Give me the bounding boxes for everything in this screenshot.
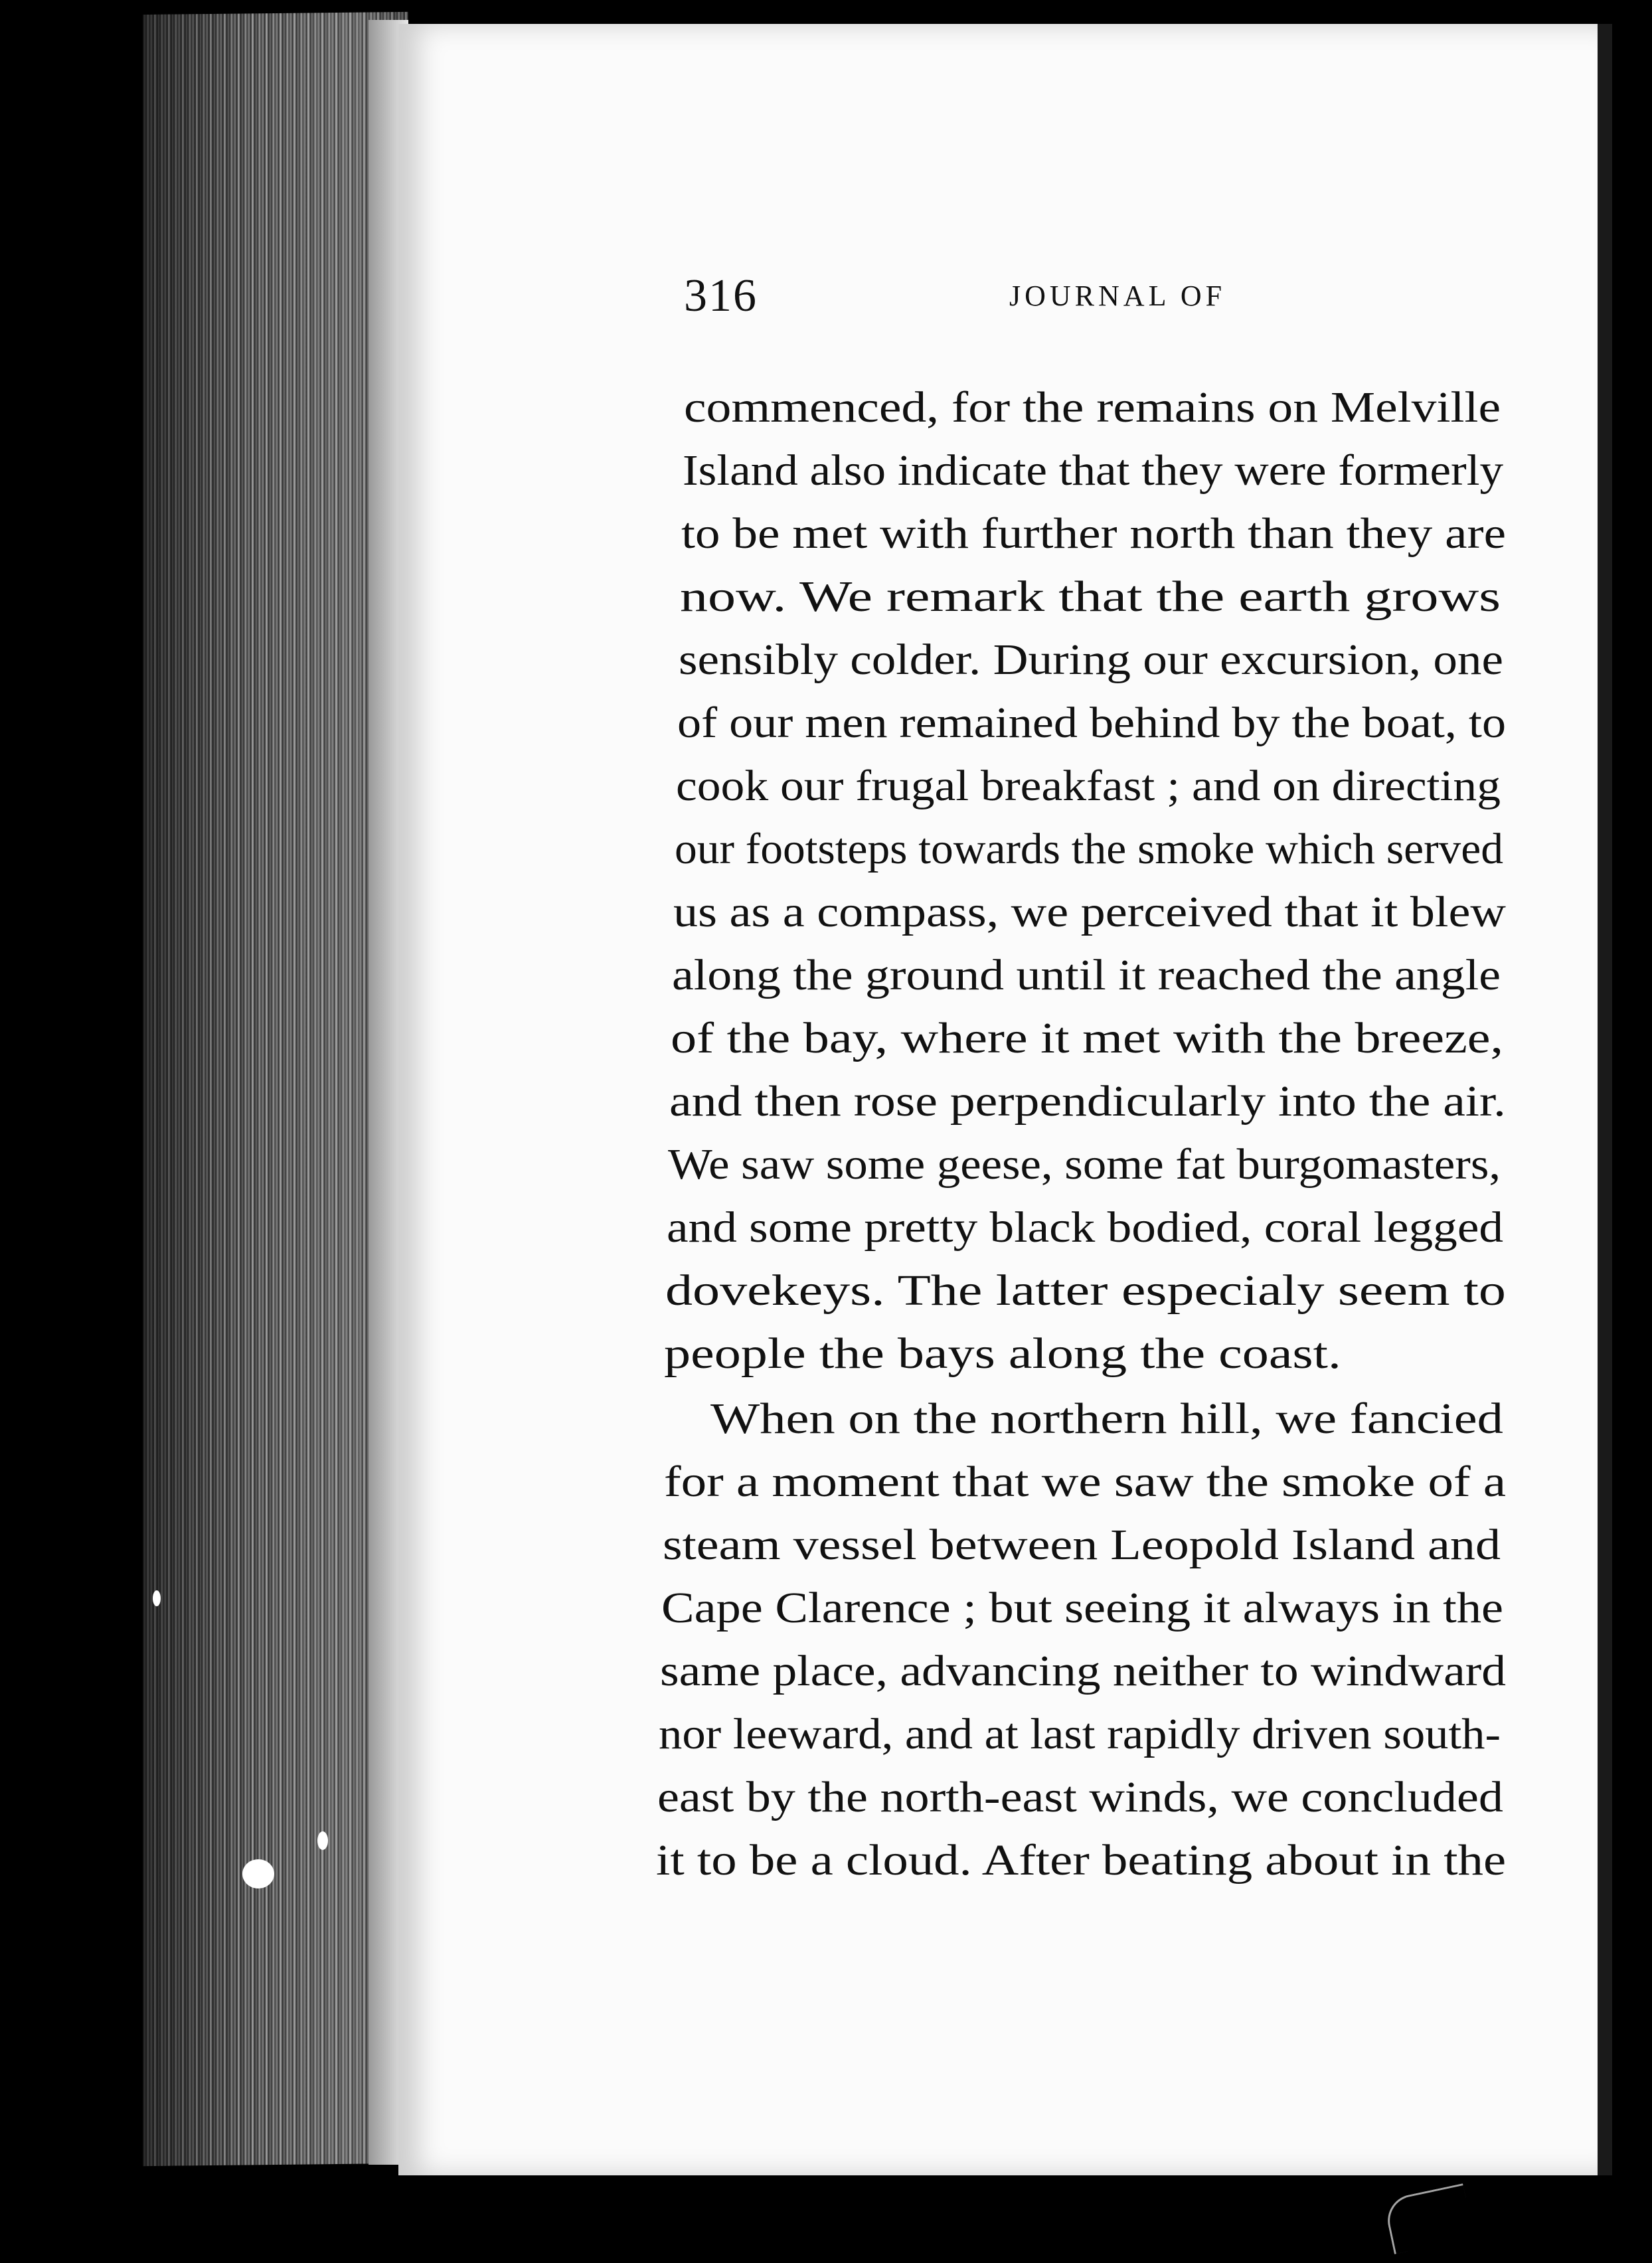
text-line: for a moment that we saw the smoke of a [664, 1458, 1507, 1506]
text-line: and some pretty black bodied, coral legged [667, 1203, 1504, 1252]
speck [242, 1859, 274, 1888]
body-text [398, 24, 1600, 2175]
text-line: Cape Clarence ; but seeing it always in the [661, 1584, 1504, 1632]
text-line: it to be a cloud. After beating about in the [656, 1836, 1507, 1885]
text-line: and then rose perpendicularly into the air. [669, 1077, 1506, 1126]
text-line: cook our frugal breakfast ; and on directing [676, 762, 1501, 810]
scan-scratch [1383, 2183, 1475, 2254]
text-line: people the bays along the coast. [664, 1329, 1341, 1378]
text-line: commenced, for the remains on Melville [684, 383, 1501, 432]
speck [317, 1831, 328, 1850]
text-line: along the ground until it reached the angle [672, 951, 1501, 999]
text-line: our footsteps towards the smoke which served [675, 825, 1503, 873]
text-line: Island also indicate that they were formerly [683, 446, 1504, 495]
speck [153, 1590, 161, 1606]
text-line: nor leeward, and at last rapidly driven south- [659, 1710, 1501, 1758]
paragraph-first-line: When on the northern hill, we fancied [710, 1394, 1503, 1443]
text-line: of the bay, where it met with the breeze, [671, 1014, 1504, 1062]
text-line: to be met with further north than they are [681, 509, 1507, 558]
text-line: dovekeys. The latter especialy seem to [665, 1266, 1506, 1315]
text-line: east by the north-east winds, we concluded [657, 1773, 1503, 1821]
text-line: We saw some geese, some fat burgomasters, [668, 1140, 1501, 1189]
book-page [398, 24, 1600, 2175]
text-line: same place, advancing neither to windward [660, 1647, 1507, 1695]
page-number: 316 [684, 270, 758, 321]
text-line: now. We remark that the earth grows [680, 572, 1501, 621]
text-line: steam vessel between Leopold Island and [663, 1521, 1501, 1569]
text-line: sensibly colder. During our excursion, one [679, 635, 1504, 684]
running-title: JOURNAL OF [1009, 280, 1226, 312]
text-line: us as a compass, we perceived that it blew [673, 888, 1506, 936]
text-line: of our men remained behind by the boat, to [677, 699, 1507, 747]
